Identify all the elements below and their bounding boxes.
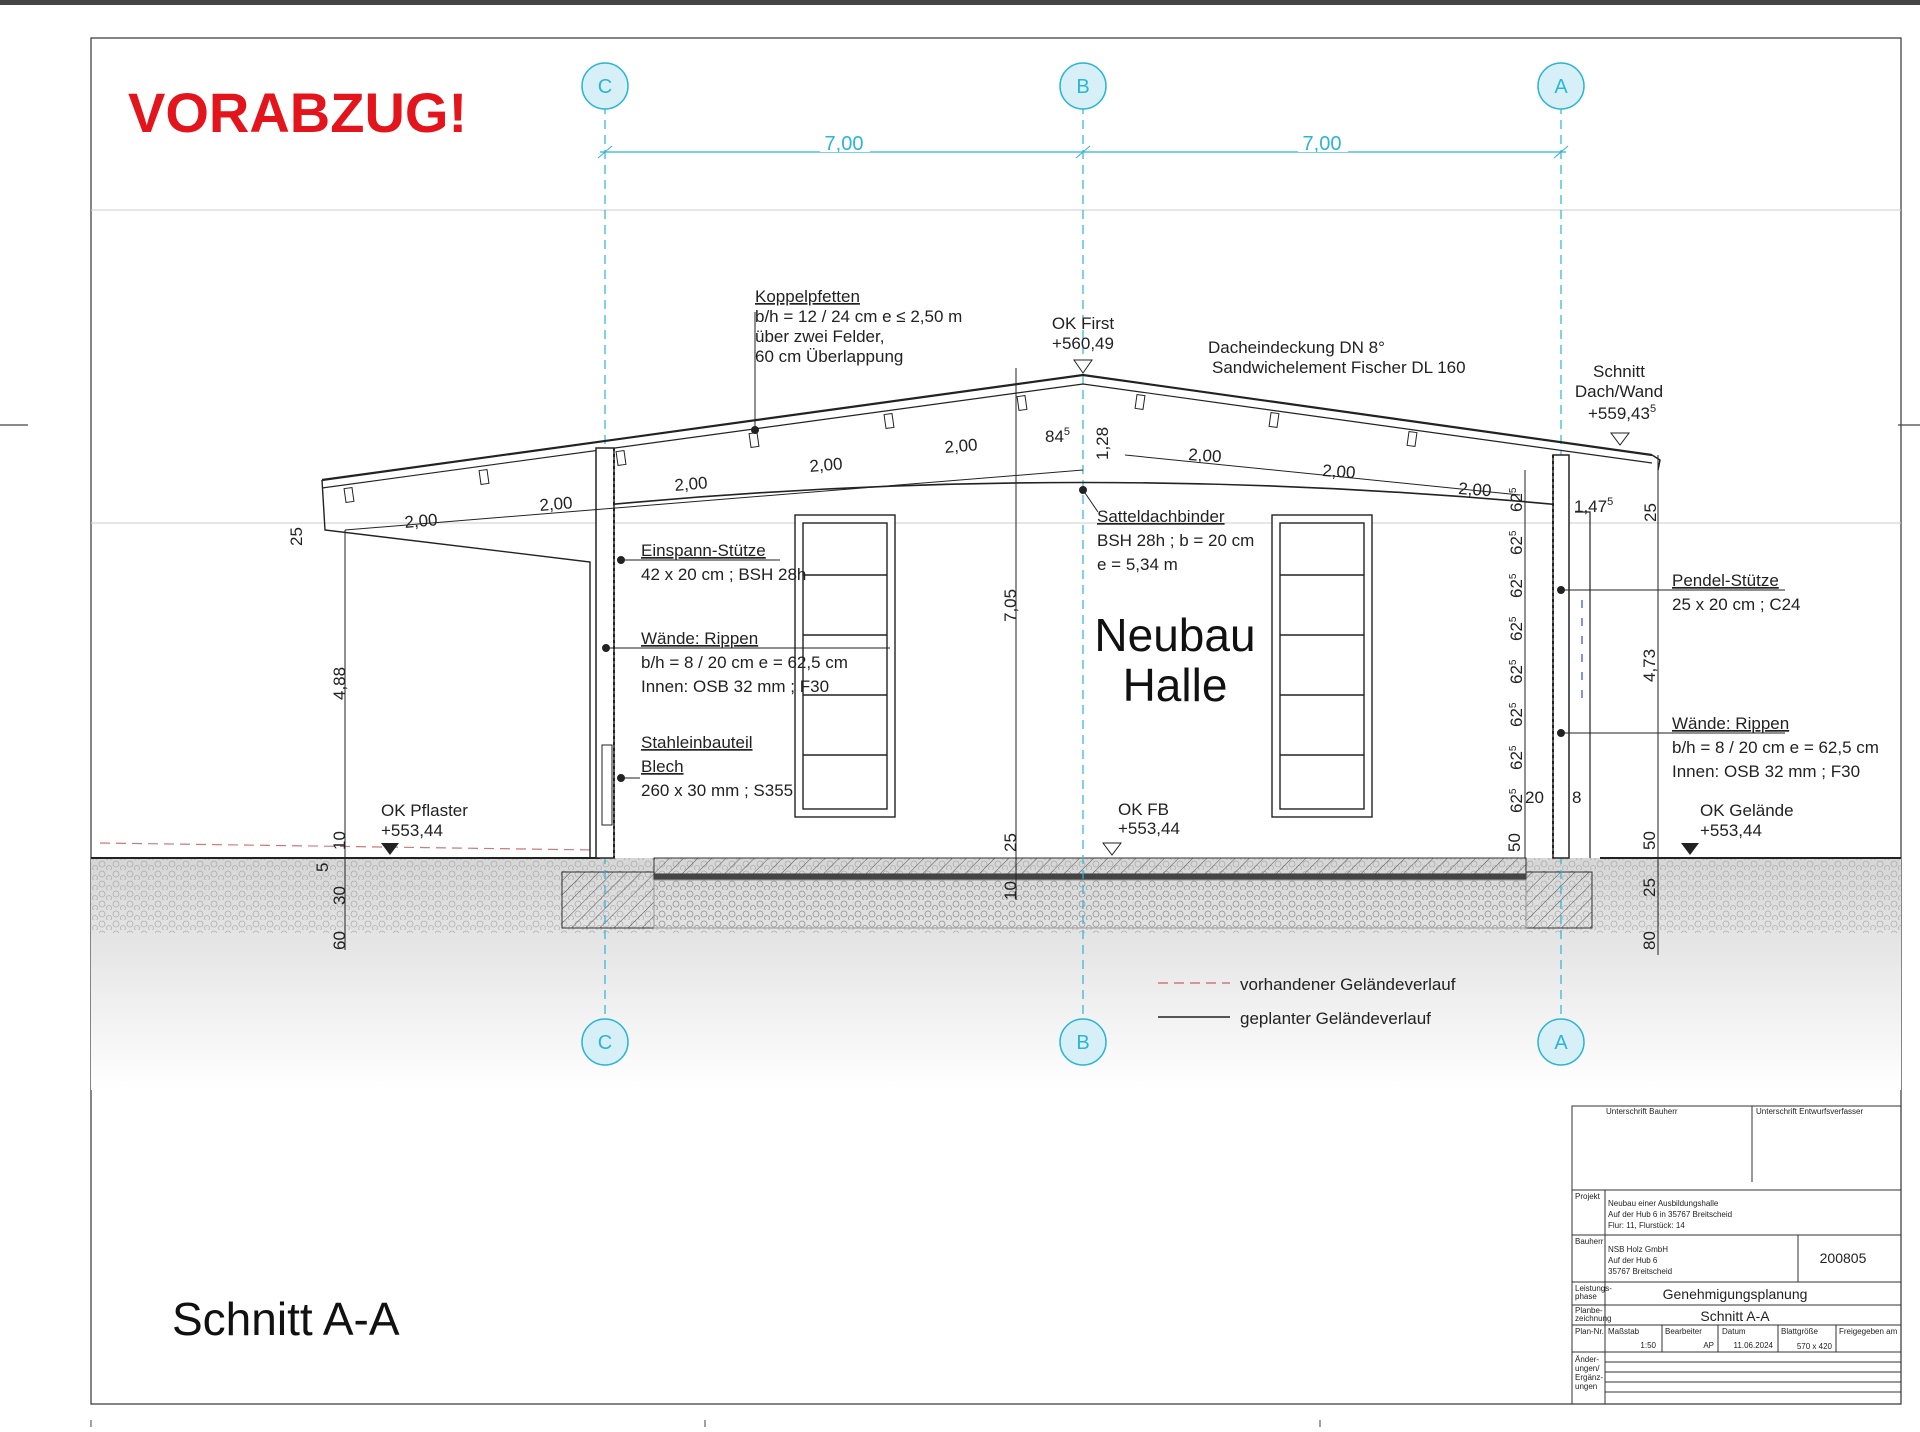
legend-existing-label: vorhandener Geländeverlauf	[1240, 975, 1456, 994]
center-stack-25: 25	[1001, 833, 1020, 852]
top-bar	[0, 0, 1920, 5]
axis-label-a-top: A	[1554, 76, 1568, 98]
tb-bauherr-label: Bauherr	[1575, 1237, 1604, 1246]
tb-aend-label-1: Änder-	[1575, 1355, 1600, 1364]
satteldach-line-1: BSH 28h ; b = 20 cm	[1097, 531, 1255, 550]
height-right: 4,73	[1640, 648, 1659, 682]
waende-right-line-1: b/h = 8 / 20 cm e = 62,5 cm	[1672, 738, 1879, 757]
ok-fb-title: OK FB	[1118, 800, 1170, 819]
stahl-title-2: Blech	[641, 757, 684, 776]
level-marker-gelaende	[1681, 843, 1699, 855]
roof-dim-1: 2,00	[403, 510, 439, 532]
ok-pflaster-value: +553,44	[381, 821, 443, 840]
leader-dot	[1558, 730, 1565, 737]
tb-phase: Genehmigungsplanung	[1662, 1286, 1808, 1302]
floor-slab	[654, 858, 1526, 874]
tb-number: 200805	[1819, 1250, 1867, 1266]
tb-blatt-label: Blattgröße	[1781, 1327, 1818, 1336]
tb-bauherr-3: 35767 Breitscheid	[1608, 1267, 1673, 1276]
axis-label-c-bottom: C	[597, 1032, 613, 1054]
foundation-right	[1526, 872, 1592, 928]
purlin	[1017, 396, 1027, 411]
legend-planned-label: geplanter Geländeverlauf	[1240, 1009, 1431, 1028]
roof-dim-3: 2,00	[673, 473, 709, 495]
roof-top-line	[322, 375, 1652, 483]
title-block-text	[1575, 1107, 1898, 1391]
center-stack-10: 10	[1001, 881, 1020, 900]
ok-gelaende-value: +553,44	[1700, 821, 1762, 840]
leader-dot	[1558, 587, 1565, 594]
purlin	[884, 414, 894, 429]
building-name-line-1: Neubau	[1094, 609, 1256, 661]
roof-dim-4: 2,00	[808, 454, 844, 476]
einspann-title: Einspann-Stütze	[641, 541, 766, 560]
left-stack-60: 60	[330, 931, 349, 950]
schnitt-dach-value: $+559,43^5$	[1588, 403, 1657, 423]
building-name-line-2: Halle	[1122, 659, 1228, 711]
rib-dim: $62^5$	[1507, 745, 1526, 770]
right-stack-25: 25	[1640, 878, 1659, 897]
pendel-title: Pendel-Stütze	[1672, 571, 1779, 590]
koppelpfetten-line-3: 60 cm Überlappung	[755, 347, 904, 366]
tb-massstab-label: Maßstab	[1608, 1327, 1640, 1336]
axis-markers-top	[582, 63, 1584, 109]
ok-first-value: +560,49	[1052, 334, 1114, 353]
ridge-height-dim: 1,28	[1093, 426, 1112, 460]
left-stack-30: 30	[330, 886, 349, 905]
tb-frei-label: Freigegeben am	[1839, 1327, 1898, 1336]
rib-dim: $62^5$	[1507, 659, 1526, 684]
width-dim-20: 20	[1525, 788, 1544, 807]
axis-label-b-top: B	[1076, 76, 1090, 98]
purlin	[479, 470, 489, 485]
vertical-dims	[330, 589, 1659, 700]
level-marker-first	[1074, 360, 1092, 373]
purlin	[1135, 395, 1145, 410]
rib-dim: $62^5$	[1507, 788, 1526, 813]
rib-dims	[1507, 487, 1526, 813]
tb-phase-label-1: Leistungs-	[1575, 1284, 1612, 1293]
koppelpfetten-line-2: über zwei Felder,	[755, 327, 885, 346]
roof-dim-6: 2,00	[1187, 445, 1223, 467]
roof-eave-right	[1652, 455, 1660, 470]
level-marker-fb	[1103, 843, 1121, 855]
tb-sig-designer: Unterschrift Entwurfsverfasser	[1756, 1107, 1864, 1116]
ok-first-title: OK First	[1051, 314, 1115, 333]
tb-bauherr-2: Auf der Hub 6	[1608, 1256, 1658, 1265]
tb-plannr-label: Plan-Nr.	[1575, 1327, 1604, 1336]
tb-projekt-3: Flur: 11, Flurstück: 14	[1608, 1221, 1685, 1230]
eave-dim-right: 25	[1641, 503, 1660, 522]
leader-dot	[618, 557, 625, 564]
leader-dot	[603, 645, 610, 652]
tb-phase-label-2: phase	[1575, 1292, 1597, 1301]
rib-dim: $62^5$	[1507, 616, 1526, 641]
eave-dim-left: 25	[287, 527, 306, 546]
purlin	[344, 488, 354, 503]
purlin	[749, 433, 759, 448]
tb-massstab: 1:50	[1640, 1341, 1656, 1350]
left-stack-5: 5	[313, 862, 332, 872]
sub-base	[654, 880, 1526, 928]
koppelpfetten-title: Koppelpfetten	[755, 287, 860, 306]
waende-left-title: Wände: Rippen	[641, 629, 759, 648]
einspann-line-1: 42 x 20 cm ; BSH 28h	[641, 565, 807, 584]
dacheindeckung-line-1: Dacheindeckung DN 8°	[1208, 338, 1385, 357]
tb-blatt: 570 x 420	[1796, 1342, 1832, 1351]
tb-datum-label: Datum	[1722, 1327, 1746, 1336]
tb-datum: 11.06.2024	[1733, 1341, 1773, 1350]
waende-right-line-2: Innen: OSB 32 mm ; F30	[1672, 762, 1861, 781]
level-marker-pflaster	[381, 843, 399, 855]
satteldach-title: Satteldachbinder	[1097, 507, 1225, 526]
tb-projekt-label: Projekt	[1575, 1192, 1600, 1201]
right-stack-50: 50	[1640, 831, 1659, 850]
left-stack-10: 10	[330, 831, 349, 850]
ok-fb-value: +553,44	[1118, 819, 1180, 838]
height-left: 4,88	[330, 666, 349, 700]
tb-plan-label-1: Planbe-	[1575, 1306, 1603, 1315]
axis-spacing-2: 7,00	[1302, 133, 1342, 155]
overhang-dim-right: 1,47$^5$	[1574, 496, 1614, 516]
preliminary-stamp: VORABZUG!	[128, 81, 468, 144]
tb-aend-label-3: Ergänz-	[1575, 1373, 1604, 1382]
waende-right-title: Wände: Rippen	[1672, 714, 1790, 733]
level-marker-schnitt	[1611, 433, 1629, 445]
schnitt-dach-line-1: Schnitt	[1593, 362, 1645, 381]
ok-gelaende-title: OK Gelände	[1700, 801, 1794, 820]
pendel-line-1: 25 x 20 cm ; C24	[1672, 595, 1801, 614]
inner-dim-50: 50	[1505, 833, 1524, 852]
purlin	[1269, 413, 1279, 428]
tb-plan-label-2: zeichnung	[1575, 1314, 1612, 1323]
roof-bottom-line	[322, 384, 1652, 488]
ridge-dim-left: $84^5$	[1045, 426, 1071, 446]
tb-bauherr-1: NSB Holz GmbH	[1608, 1245, 1669, 1254]
rib-dim: $62^5$	[1507, 702, 1526, 727]
koppelpfetten-line-1: b/h = 12 / 24 cm e ≤ 2,50 m	[755, 307, 963, 326]
tb-sig-owner: Unterschrift Bauherr	[1606, 1107, 1678, 1116]
window-right-inner	[1280, 523, 1364, 809]
window-right	[1272, 515, 1372, 817]
axis-label-b-bottom: B	[1076, 1032, 1090, 1054]
roof-dim-7: 2,00	[1321, 461, 1357, 483]
ok-pflaster-title: OK Pflaster	[381, 801, 468, 820]
stahl-line-1: 260 x 30 mm ; S355	[641, 781, 794, 800]
tb-projekt-1: Neubau einer Ausbildungshalle	[1608, 1199, 1719, 1208]
rib-dim: $62^5$	[1507, 530, 1526, 555]
waende-left-line-1: b/h = 8 / 20 cm e = 62,5 cm	[641, 653, 848, 672]
tb-projekt-2: Auf der Hub 6 in 35767 Breitscheid	[1608, 1210, 1733, 1219]
height-center: 7,05	[1001, 588, 1020, 622]
rib-dim: $62^5$	[1507, 573, 1526, 598]
axis-spacing-1: 7,00	[824, 133, 864, 155]
roof-dim-2: 2,00	[538, 493, 574, 515]
tb-aend-label-2: ungen/	[1575, 1364, 1600, 1373]
roof-dim-5: 2,00	[943, 435, 979, 457]
leader-dot	[1080, 487, 1087, 494]
purlin	[1407, 432, 1417, 447]
waende-left-line-2: Innen: OSB 32 mm ; F30	[641, 677, 830, 696]
roof-dim-8: 2,00	[1457, 479, 1493, 501]
stahl-title: Stahleinbauteil	[641, 733, 753, 752]
roof-structure	[322, 375, 1660, 858]
tb-aend-label-4: ungen	[1575, 1382, 1598, 1391]
roof-dim-left	[345, 470, 1083, 530]
width-dim-8: 8	[1572, 788, 1582, 807]
tb-bearbeiter-label: Bearbeiter	[1665, 1327, 1702, 1336]
satteldach-line-2: e = 5,34 m	[1097, 555, 1178, 574]
slab-insulation	[654, 874, 1526, 880]
tb-plan: Schnitt A-A	[1700, 1308, 1770, 1324]
right-stack-80: 80	[1640, 931, 1659, 950]
tb-bearbeiter: AP	[1703, 1341, 1714, 1350]
rib-dim: $62^5$	[1507, 487, 1526, 512]
leader-dot	[752, 427, 759, 434]
view-title: Schnitt A-A	[172, 1293, 400, 1345]
pendulum-column-right	[1553, 455, 1569, 858]
dacheindeckung-line-2: Sandwichelement Fischer DL 160	[1212, 358, 1466, 377]
roof-dims	[287, 426, 1660, 546]
leader-dot	[618, 775, 625, 782]
purlin	[616, 451, 626, 466]
foundation-left	[562, 872, 654, 928]
schnitt-dach-line-2: Dach/Wand	[1574, 382, 1664, 401]
axis-label-c-top: C	[597, 76, 613, 98]
axis-label-a-bottom: A	[1554, 1032, 1568, 1054]
